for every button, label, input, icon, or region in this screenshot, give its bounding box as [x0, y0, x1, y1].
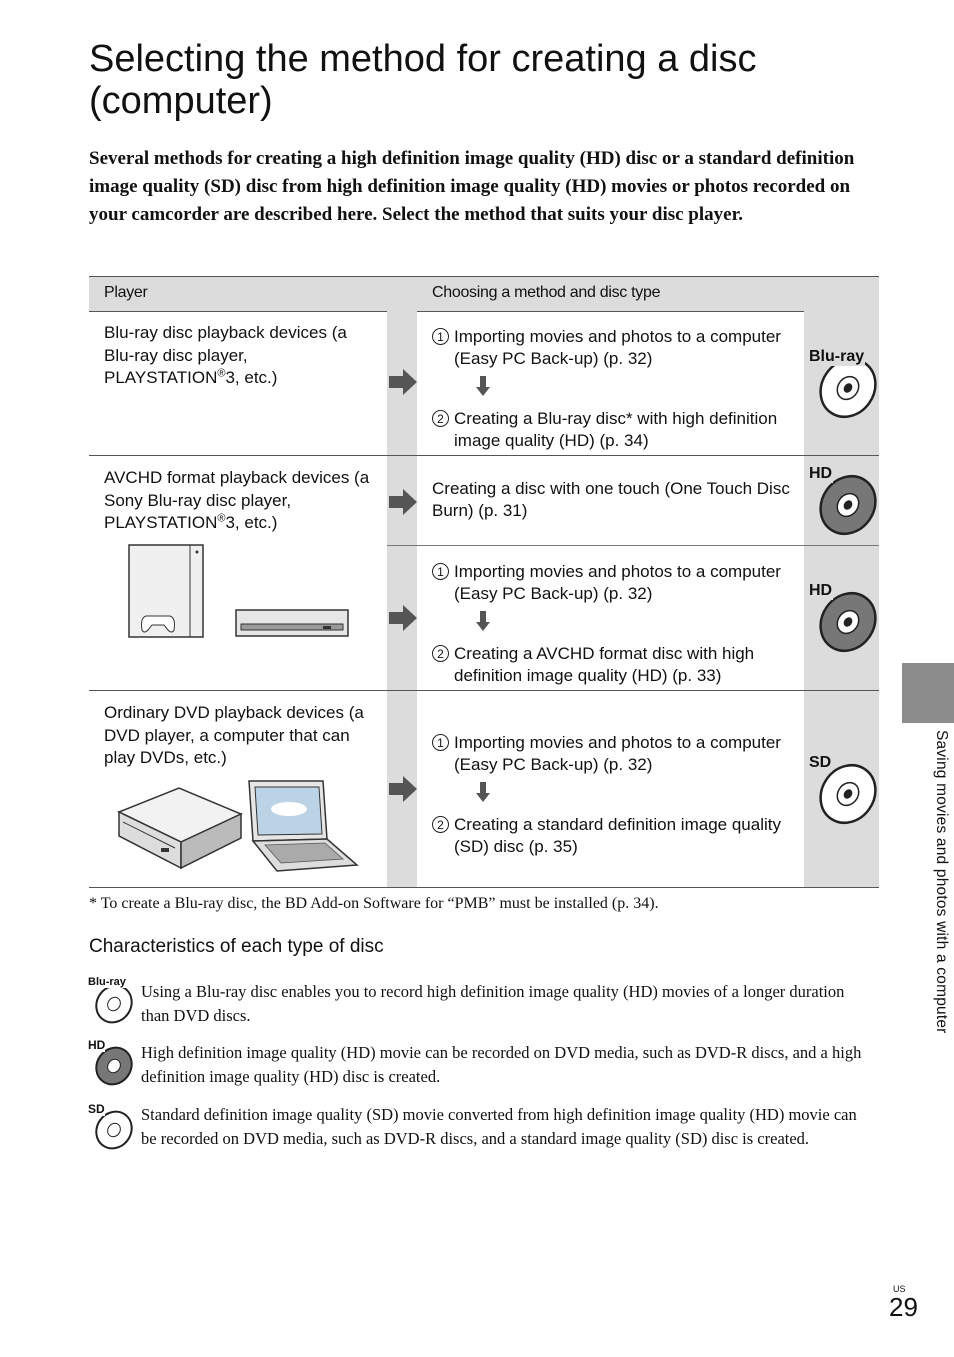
row-divider [387, 545, 879, 546]
bluray-player-illustration [235, 608, 349, 638]
sd-disc-icon [806, 754, 878, 826]
down-arrow-icon [476, 376, 490, 396]
page-region: US [893, 1284, 906, 1294]
step-1 [432, 732, 794, 776]
right-arrow-icon [387, 602, 419, 634]
step-2 [432, 408, 794, 452]
disc-label: HD [88, 1038, 106, 1052]
characteristic-bluray: Using a Blu-ray disc enables you to record high definition image quality (HD) movies of a longer duration than DVD discs. [141, 982, 845, 1025]
step-text: Importing movies and photos to a computer (Easy PC Back-up) (p. 32) [454, 562, 781, 603]
down-arrow-icon [476, 611, 490, 631]
player-bluray [104, 322, 379, 390]
step-number: 1 [432, 734, 449, 751]
sd-disc-icon [88, 1102, 136, 1150]
step-1 [432, 326, 794, 370]
playstation-console-illustration [128, 544, 204, 638]
method-bluray [432, 326, 794, 452]
hd-disc-icon [806, 582, 878, 654]
bluray-disc-icon [806, 348, 878, 420]
disc-label: Blu-ray [809, 348, 865, 365]
row-divider [89, 690, 879, 691]
right-arrow-icon [387, 366, 419, 398]
player-text: 3, etc.) [225, 368, 278, 387]
dvd-player-illustration [117, 786, 243, 870]
player-dvd [104, 702, 379, 770]
hd-disc-icon [806, 465, 878, 537]
method-table [89, 276, 879, 888]
page-number: 29 [889, 1292, 918, 1322]
step-number: 1 [432, 328, 449, 345]
characteristic-hd: High definition image quality (HD) movie can be recorded on DVD media, such as DVD-R discs, and a high definition image quality (HD) disc is created. [141, 1043, 862, 1086]
header-player: Player [104, 284, 148, 301]
bluray-disc-icon [88, 976, 136, 1024]
step-1 [432, 561, 794, 605]
player-text: Ordinary DVD playback devices (a DVD player, a computer that can play DVDs, etc.) [104, 703, 364, 767]
method-one-touch [432, 478, 794, 522]
down-arrow-icon [476, 782, 490, 802]
hd-disc-icon [88, 1038, 136, 1086]
step-number: 2 [432, 645, 449, 662]
player-text: AVCHD format playback devices (a Sony Blu-ray disc player, PLAYSTATION [104, 468, 370, 532]
method-text: Creating a disc with one touch (One Touch Disc Burn) (p. 31) [432, 479, 790, 520]
row-divider [89, 887, 879, 888]
section-tab-marker [902, 663, 954, 723]
step-2 [432, 643, 794, 687]
disc-label: SD [88, 1102, 105, 1116]
step-number: 1 [432, 563, 449, 580]
method-dvd [432, 732, 794, 858]
step-text: Creating a Blu-ray disc* with high definition image quality (HD) (p. 34) [454, 409, 778, 450]
laptop-illustration [245, 779, 359, 873]
disc-label: SD [809, 754, 832, 771]
characteristic-sd: Standard definition image quality (SD) movie converted from high definition image quality (HD) movie can be recorded on DVD media, such as DVD-R discs, and a standard image quality (SD) disc is created. [141, 1105, 857, 1148]
registered-mark: ® [217, 367, 226, 380]
right-arrow-icon [387, 486, 419, 518]
header-method: Choosing a method and disc type [432, 284, 661, 301]
step-number: 2 [432, 816, 449, 833]
disc-label: Blu-ray [88, 976, 126, 988]
step-2 [432, 814, 794, 858]
step-text: Creating a standard definition image quality (SD) disc (p. 35) [454, 815, 781, 856]
step-text: Importing movies and photos to a computer (Easy PC Back-up) (p. 32) [454, 327, 781, 368]
characteristics-heading: Characteristics of each type of disc [89, 936, 384, 957]
section-tab-label: Saving movies and photos with a computer [933, 730, 950, 1034]
method-avchd [432, 561, 794, 687]
player-text: Blu-ray disc playback devices (a Blu-ray disc player, PLAYSTATION [104, 323, 347, 387]
step-number: 2 [432, 410, 449, 427]
disc-label: HD [809, 582, 833, 599]
table-header [89, 276, 879, 312]
footnote: * To create a Blu-ray disc, the BD Add-on Software for “PMB” must be installed (p. 34). [89, 895, 659, 912]
player-text: 3, etc.) [225, 513, 278, 532]
intro-paragraph: Several methods for creating a high definition image quality (HD) disc or a standard definition image quality (SD) disc from high definition image quality (HD) movies or photos recorded on your camcorder are described here. Select the method that suits your disc player. [89, 148, 855, 225]
step-text: Importing movies and photos to a computer (Easy PC Back-up) (p. 32) [454, 733, 781, 774]
page-title: Selecting the method for creating a disc (computer) [89, 38, 757, 122]
disc-label: HD [809, 465, 833, 482]
registered-mark: ® [217, 512, 226, 525]
step-text: Creating a AVCHD format disc with high definition image quality (HD) (p. 33) [454, 644, 755, 685]
right-arrow-icon [387, 773, 419, 805]
player-avchd [104, 467, 379, 535]
row-divider [89, 455, 879, 456]
